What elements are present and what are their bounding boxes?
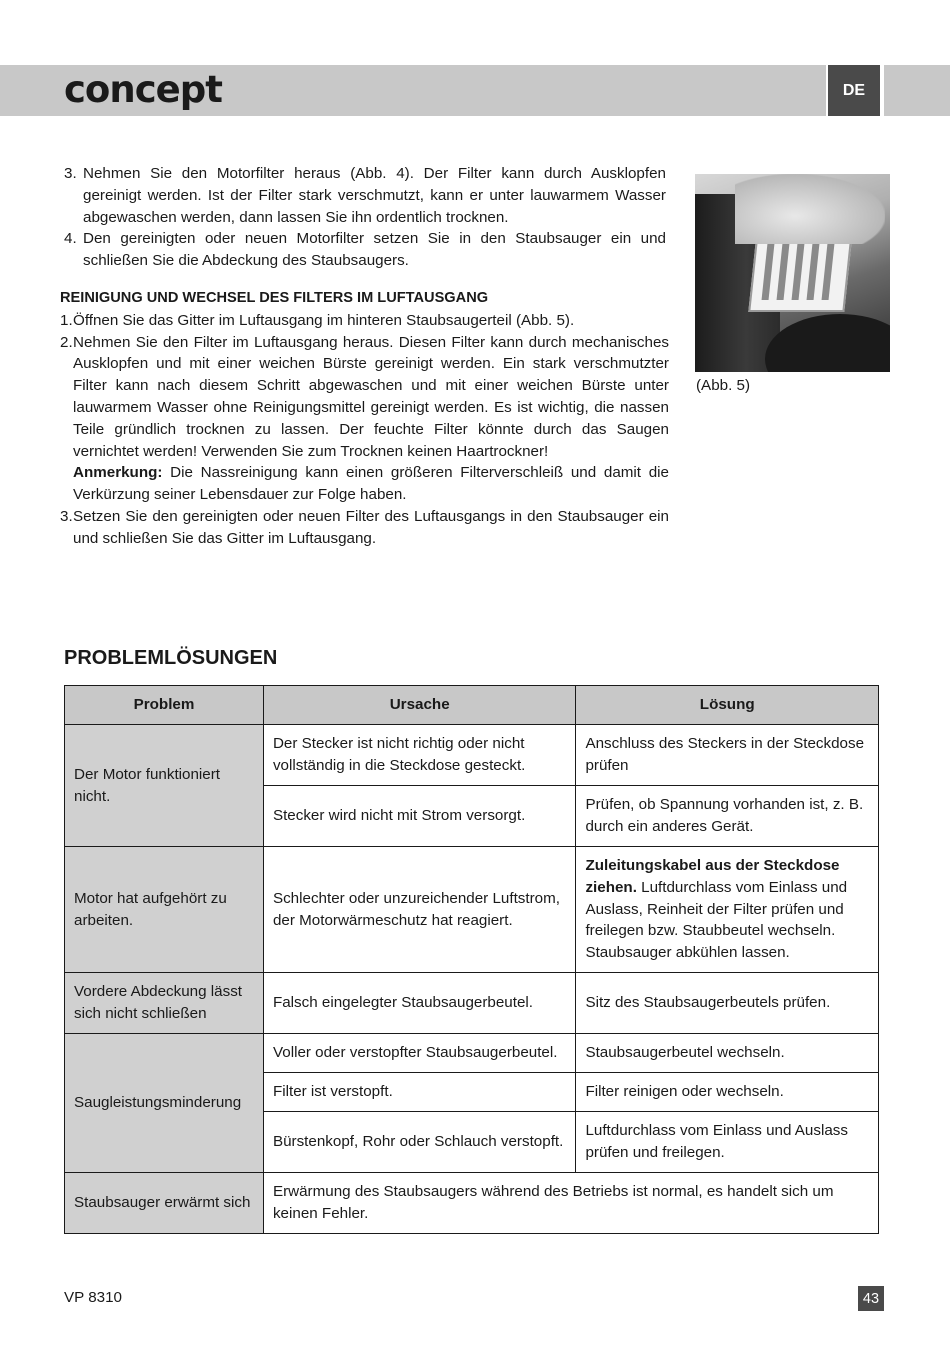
solution-cell: Filter reinigen oder wechseln. [576,1073,879,1112]
header-problem: Problem [65,686,264,725]
cause-cell: Voller oder verstopfter Staubsaugerbeutel. [263,1034,575,1073]
cause-cell: Falsch eingelegter Staubsaugerbeutel. [263,973,575,1034]
table-row [65,1034,879,1073]
solution-cell: Sitz des Staubsaugerbeutels prüfen. [576,973,879,1034]
cause-cell: Der Stecker ist nicht richtig oder nicht vollständig in die Steckdose gesteckt. [263,725,575,786]
step-number: 2. [60,333,73,351]
list-item [60,332,669,463]
table-row [65,973,879,1034]
model-number: VP 8310 [64,1289,122,1306]
section-heading: REINIGUNG UND WECHSEL DES FILTERS IM LUFTAUSGANG [60,290,489,306]
table-row [65,847,879,973]
problem-cell: Staubsauger erwärmt sich [65,1173,264,1234]
exhaust-filter-section [60,288,669,550]
solution-cell: Prüfen, ob Spannung vorhanden ist, z. B. durch ein anderes Gerät. [576,786,879,847]
header-band-end [884,65,950,116]
step-number: 3. [60,507,73,525]
list-item [64,228,666,272]
list-item [64,163,666,228]
section-title: PROBLEMLÖSUNGEN [64,647,278,669]
list-item [60,310,669,332]
step-number: 1. [60,311,73,329]
step-text: Den gereinigten oder neuen Motorfilter setzen Sie in den Staubsauger ein und schließen Sie die Abdeckung des Staubsaugers. [83,230,666,270]
troubleshooting-table [64,685,879,1234]
note-label: Anmerkung: [73,464,163,482]
solution-cell [576,847,879,973]
problem-cell: Vordere Abdeckung lässt sich nicht schließen [65,973,264,1034]
language-badge: DE [828,65,880,116]
table-row [65,725,879,786]
header-solution: Lösung [576,686,879,725]
step-text: Setzen Sie den gereinigten oder neuen Filter des Luftausgangs in den Staubsauger ein und schließen Sie das Gitter im Luftausgang. [73,507,669,547]
cause-cell: Schlechter oder unzureichender Luftstrom, der Motorwärmeschutz hat reagiert. [263,847,575,973]
step-text: Öffnen Sie das Gitter im Luftausgang im hinteren Staubsaugerteil (Abb. 5). [73,311,575,329]
brand-logo: concept [64,68,222,111]
solution-cell: Luftdurchlass vom Einlass und Auslass prüfen und freilegen. [576,1112,879,1173]
note [60,462,669,506]
motor-filter-steps [64,163,666,272]
hand [735,174,885,244]
page-number: 43 [858,1286,884,1311]
problem-cell: Der Motor funktioniert nicht. [65,725,264,847]
header-cause: Ursache [263,686,575,725]
table-header-row [65,686,879,725]
cause-cell: Bürstenkopf, Rohr oder Schlauch verstopft. [263,1112,575,1173]
vacuum-wheel [765,314,890,372]
solution-cell: Anschluss des Steckers in der Steckdose prüfen [576,725,879,786]
step-number: 3. [64,165,77,182]
note-text: Die Nassreinigung kann einen größeren Filterverschleiß und damit die Verkürzung seiner Lebensdauer zur Folge haben. [73,464,669,504]
solution-bold: Zuleitungskabel aus der Steckdose ziehen. [585,857,840,896]
problem-cell: Saugleistungsminderung [65,1034,264,1173]
cause-cell: Filter ist verstopft. [263,1073,575,1112]
figure-photo [695,174,890,372]
step-text: Nehmen Sie den Filter im Luftausgang heraus. Diesen Filter kann durch mechanisches Ausklopfen und mit einer weichen Bürste gereinigt werden. Ein stark verschmutzter Filter kann nach diesem Schritt abgewaschen und mit einer weichen Bürste unter lauwarmem Wasser ohne Reinigungsmittel gereinigt werden. Es ist wichtig, die nassen Teile gründlich trocknen zu lassen. Der feuchte Filter könnte durch das Saugen vernichtet werden! Verwenden Sie zum Trocknen keinen Haartrockner! [73,333,669,460]
list-item [60,506,669,550]
table-row [65,1173,879,1234]
step-number: 4. [64,230,77,248]
solution-cell: Staubsaugerbeutel wechseln. [576,1034,879,1073]
note-cell: Erwärmung des Staubsaugers während des Betriebs ist normal, es handelt sich um keinen Fehler. [263,1173,878,1234]
solution-rest: Luftdurchlass vom Einlass und Auslass, Reinheit der Filter prüfen und freilegen bzw. Staubbeutel wechseln. Staubsauger abkühlen lassen. [585,878,848,962]
figure-caption: (Abb. 5) [696,377,751,394]
problem-cell: Motor hat aufgehört zu arbeiten. [65,847,264,973]
step-text: Nehmen Sie den Motorfilter heraus (Abb. 4). Der Filter kann durch Ausklopfen gereinigt werden. Ist der Filter stark verschmutzt, kann er unter lauwarmem Wasser abgewaschen werden, dann lassen Sie ihn ordentlich trocknen. [83,165,666,226]
cause-cell: Stecker wird nicht mit Strom versorgt. [263,786,575,847]
